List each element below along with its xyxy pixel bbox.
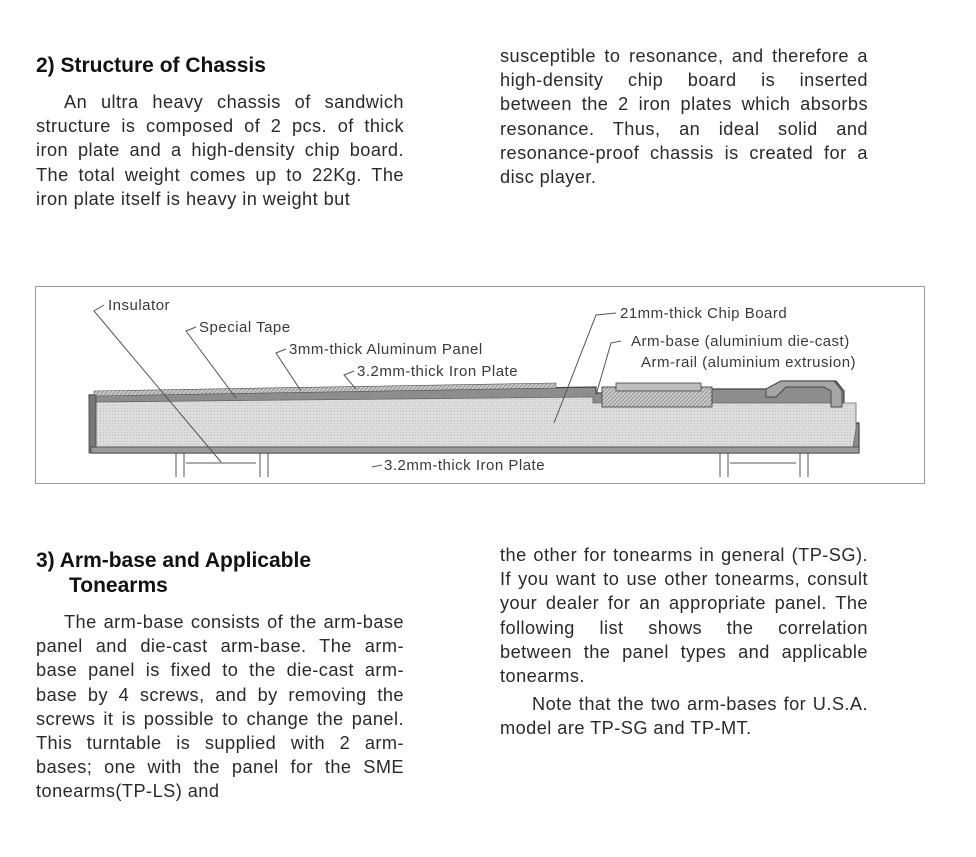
- section-3-heading-line-1: 3) Arm-base and Applicable: [36, 549, 312, 572]
- section-3-paragraph-right-2: Note that the two arm-bases for U.S.A. model are TP-SG and TP-MT.: [500, 694, 868, 739]
- bottom-iron-plate: [91, 447, 859, 453]
- chassis-cross-section-diagram: [35, 286, 925, 484]
- section-2-heading: 2) Structure of Chassis: [36, 54, 266, 77]
- label-chip-board: 21mm-thick Chip Board: [620, 305, 788, 322]
- section-3-paragraph-left: The arm-base consists of the arm-base panel and die-cast arm-base. The arm-base panel is fixed to the die-cast arm-base by 4 screws, and by removing the screws it is possible to change the panel. This turntable is supplied with 2 arm-bases; one with the panel for the SME tonearms(TP-LS) and: [36, 612, 404, 802]
- section-3-right-column: [500, 543, 868, 741]
- section-3-heading: [36, 548, 404, 598]
- chassis-diagram-svg: [36, 287, 926, 485]
- left-end-cap: [89, 395, 96, 453]
- section-3-heading-line-2: Tonearms: [69, 574, 168, 597]
- label-arm-rail: Arm-rail (aluminium extrusion): [641, 354, 857, 371]
- label-iron-plate-bottom: 3.2mm-thick Iron Plate: [384, 457, 546, 474]
- label-iron-plate-top: 3.2mm-thick Iron Plate: [357, 363, 519, 380]
- label-insulator: Insulator: [108, 297, 171, 314]
- section-2-paragraph-right: susceptible to resonance, and therefore a high-density chip board is inserted between the 2 iron plates which absorbs resonance. Thus, an ideal solid and resonance-proof chassis is created for a disc player.: [500, 46, 868, 188]
- label-aluminum-panel: 3mm-thick Aluminum Panel: [289, 341, 483, 358]
- section-2-left-column: [36, 53, 404, 211]
- arm-base-panel: [616, 383, 701, 391]
- section-3-paragraph-right-1: the other for tonearms in general (TP-SG). If you want to use other tonearms, consult your dealer for an appropriate panel. The following list shows the correlation between the panel types and applicable tonearms.: [500, 545, 868, 687]
- chip-board-core: [96, 397, 856, 447]
- section-2-right-column: [500, 44, 868, 189]
- label-arm-base: Arm-base (aluminium die-cast): [631, 333, 850, 350]
- label-special-tape: Special Tape: [199, 319, 291, 336]
- section-3-left-column: [36, 548, 404, 804]
- section-2-paragraph-left: An ultra heavy chassis of sandwich structure is composed of 2 pcs. of thick iron plate and a high-density chip board. The total weight comes up to 22Kg. The iron plate itself is heavy in weight but: [36, 92, 404, 209]
